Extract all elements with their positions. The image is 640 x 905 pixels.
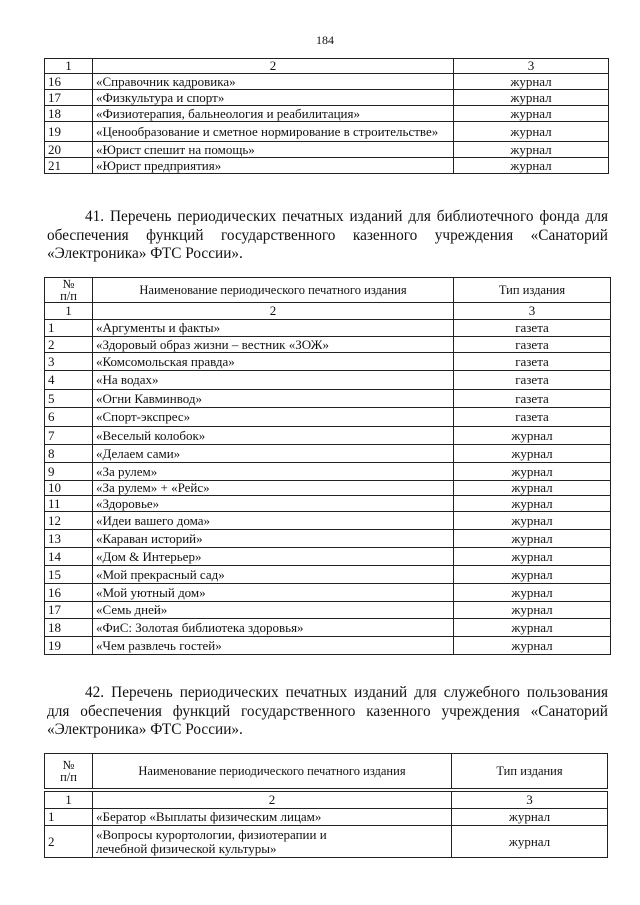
table-row bbox=[45, 390, 611, 408]
row-number: 9 bbox=[45, 463, 93, 481]
section-42-table bbox=[44, 753, 608, 858]
row-number: 19 bbox=[45, 122, 93, 142]
column-number: 3 bbox=[454, 59, 609, 74]
table-row bbox=[45, 320, 611, 337]
section-42-heading-text: 42. Перечень периодических печатных изданий для служебного пользования для обеспечения функций государственного казенного учреждения «Санаторий «Электроника» ФТС России». bbox=[47, 684, 608, 739]
row-number: 13 bbox=[45, 530, 93, 548]
table-row bbox=[45, 496, 611, 512]
publication-type: журнал bbox=[454, 106, 609, 122]
column-number-row bbox=[45, 792, 608, 809]
publication-name: «Чем развлечь гостей» bbox=[93, 637, 454, 655]
publication-type: журнал bbox=[454, 496, 611, 512]
row-number: 15 bbox=[45, 566, 93, 584]
row-number: 17 bbox=[45, 90, 93, 106]
section-41-table bbox=[44, 277, 611, 655]
publication-type: журнал bbox=[454, 445, 611, 463]
table-row bbox=[45, 74, 609, 90]
publication-name: «За рулем» bbox=[93, 463, 454, 481]
table-row bbox=[45, 353, 611, 371]
publication-type: журнал bbox=[454, 74, 609, 90]
header-row bbox=[45, 754, 608, 789]
column-number: 1 bbox=[45, 303, 93, 320]
row-number: 16 bbox=[45, 584, 93, 602]
row-number: 3 bbox=[45, 353, 93, 371]
publication-type: журнал bbox=[454, 584, 611, 602]
publication-name: «Юрист предприятия» bbox=[93, 158, 454, 174]
row-number: 21 bbox=[45, 158, 93, 174]
publication-name: «Делаем сами» bbox=[93, 445, 454, 463]
row-number: 11 bbox=[45, 496, 93, 512]
header-type: Тип издания bbox=[454, 278, 611, 303]
publication-type: журнал bbox=[454, 548, 611, 566]
publication-type: газета bbox=[454, 408, 611, 427]
table-row bbox=[45, 122, 609, 142]
section-41-heading-text: 41. Перечень периодических печатных изданий для библиотечного фонда для обеспечения функций государственного казенного учреждения «Санаторий «Электроника» ФТС России». bbox=[47, 208, 608, 263]
publication-name: «Мой прекрасный сад» bbox=[93, 566, 454, 584]
row-number: 18 bbox=[45, 106, 93, 122]
publication-type: журнал bbox=[454, 530, 611, 548]
publication-type: журнал bbox=[454, 637, 611, 655]
table-row bbox=[45, 463, 611, 481]
column-number: 3 bbox=[452, 792, 608, 809]
row-number: 2 bbox=[45, 826, 93, 858]
section-41-heading bbox=[47, 208, 608, 264]
publication-type: газета bbox=[454, 353, 611, 371]
publication-type: газета bbox=[454, 320, 611, 337]
table-row bbox=[45, 566, 611, 584]
table-row bbox=[45, 530, 611, 548]
row-number: 20 bbox=[45, 142, 93, 158]
publication-type: газета bbox=[454, 337, 611, 353]
column-number: 2 bbox=[93, 792, 452, 809]
table-row bbox=[45, 809, 608, 826]
publication-name: «Мой уютный дом» bbox=[93, 584, 454, 602]
row-number: 6 bbox=[45, 408, 93, 427]
publication-name: «На водах» bbox=[93, 371, 454, 390]
publication-name: «Юрист спешит на помощь» bbox=[93, 142, 454, 158]
row-number: 18 bbox=[45, 619, 93, 637]
row-number: 2 bbox=[45, 337, 93, 353]
header-row bbox=[45, 278, 611, 303]
column-number-row bbox=[45, 303, 611, 320]
publication-type: журнал bbox=[454, 463, 611, 481]
publication-name: «Аргументы и факты» bbox=[93, 320, 454, 337]
table-row bbox=[45, 602, 611, 619]
table-continuation bbox=[44, 58, 609, 174]
publication-type: журнал bbox=[452, 809, 608, 826]
table-row bbox=[45, 481, 611, 496]
section-42-heading bbox=[47, 684, 608, 740]
header-name: Наименование периодического печатного издания bbox=[93, 754, 452, 789]
publication-type: журнал bbox=[454, 90, 609, 106]
table-row bbox=[45, 826, 608, 858]
row-number: 16 bbox=[45, 74, 93, 90]
publication-type: газета bbox=[454, 390, 611, 408]
table-row bbox=[45, 142, 609, 158]
publication-name: «Вопросы курортологии, физиотерапии и лечебной физической культуры» bbox=[93, 826, 452, 858]
publication-name: «Семь дней» bbox=[93, 602, 454, 619]
publication-type: журнал bbox=[454, 142, 609, 158]
publication-name: «Здоровый образ жизни – вестник «ЗОЖ» bbox=[93, 337, 454, 353]
publication-name: «Физиотерапия, бальнеология и реабилитация» bbox=[93, 106, 454, 122]
publication-type: журнал bbox=[454, 427, 611, 445]
publication-name: «Комсомольская правда» bbox=[93, 353, 454, 371]
table-row bbox=[45, 427, 611, 445]
table-row bbox=[45, 90, 609, 106]
publication-name: «Идеи вашего дома» bbox=[93, 512, 454, 530]
column-number-row bbox=[45, 59, 609, 74]
row-number: 1 bbox=[45, 320, 93, 337]
publication-type: журнал bbox=[454, 602, 611, 619]
header-name: Наименование периодического печатного издания bbox=[93, 278, 454, 303]
publication-name: «Огни Кавминвод» bbox=[93, 390, 454, 408]
row-number: 10 bbox=[45, 481, 93, 496]
table-row bbox=[45, 371, 611, 390]
row-number: 1 bbox=[45, 809, 93, 826]
table-row bbox=[45, 512, 611, 530]
header-number: № п/п bbox=[45, 754, 93, 789]
row-number: 14 bbox=[45, 548, 93, 566]
column-number: 1 bbox=[45, 59, 93, 74]
publication-type: журнал bbox=[454, 158, 609, 174]
publication-name: «Ценообразование и сметное нормирование в строительстве» bbox=[93, 122, 454, 142]
publication-name: «ФиС: Золотая библиотека здоровья» bbox=[93, 619, 454, 637]
publication-name: «Спорт-экспрес» bbox=[93, 408, 454, 427]
publication-type: журнал bbox=[454, 122, 609, 142]
column-number: 1 bbox=[45, 792, 93, 809]
publication-type: журнал bbox=[452, 826, 608, 858]
publication-name: «Физкультура и спорт» bbox=[93, 90, 454, 106]
publication-name: «Веселый колобок» bbox=[93, 427, 454, 445]
header-type: Тип издания bbox=[452, 754, 608, 789]
table-row bbox=[45, 637, 611, 655]
row-number: 8 bbox=[45, 445, 93, 463]
table-row bbox=[45, 584, 611, 602]
publication-type: журнал bbox=[454, 481, 611, 496]
publication-name: «Бератор «Выплаты физическим лицам» bbox=[93, 809, 452, 826]
table-row bbox=[45, 408, 611, 427]
row-number: 5 bbox=[45, 390, 93, 408]
table-row bbox=[45, 158, 609, 174]
publication-type: журнал bbox=[454, 512, 611, 530]
table-row bbox=[45, 619, 611, 637]
publication-name: «Здоровье» bbox=[93, 496, 454, 512]
table-row bbox=[45, 106, 609, 122]
publication-name: «Караван историй» bbox=[93, 530, 454, 548]
column-number: 3 bbox=[454, 303, 611, 320]
column-number: 2 bbox=[93, 303, 454, 320]
publication-type: журнал bbox=[454, 619, 611, 637]
row-number: 4 bbox=[45, 371, 93, 390]
row-number: 19 bbox=[45, 637, 93, 655]
row-number: 7 bbox=[45, 427, 93, 445]
publication-type: газета bbox=[454, 371, 611, 390]
column-number: 2 bbox=[93, 59, 454, 74]
publication-name: «Дом & Интерьер» bbox=[93, 548, 454, 566]
row-number: 12 bbox=[45, 512, 93, 530]
header-number: № п/п bbox=[45, 278, 93, 303]
publication-name: «За рулем» + «Рейс» bbox=[93, 481, 454, 496]
page-number: 184 bbox=[316, 33, 334, 47]
publication-type: журнал bbox=[454, 566, 611, 584]
table-row bbox=[45, 337, 611, 353]
publication-name: «Справочник кадровика» bbox=[93, 74, 454, 90]
table-row bbox=[45, 445, 611, 463]
row-number: 17 bbox=[45, 602, 93, 619]
table-row bbox=[45, 548, 611, 566]
